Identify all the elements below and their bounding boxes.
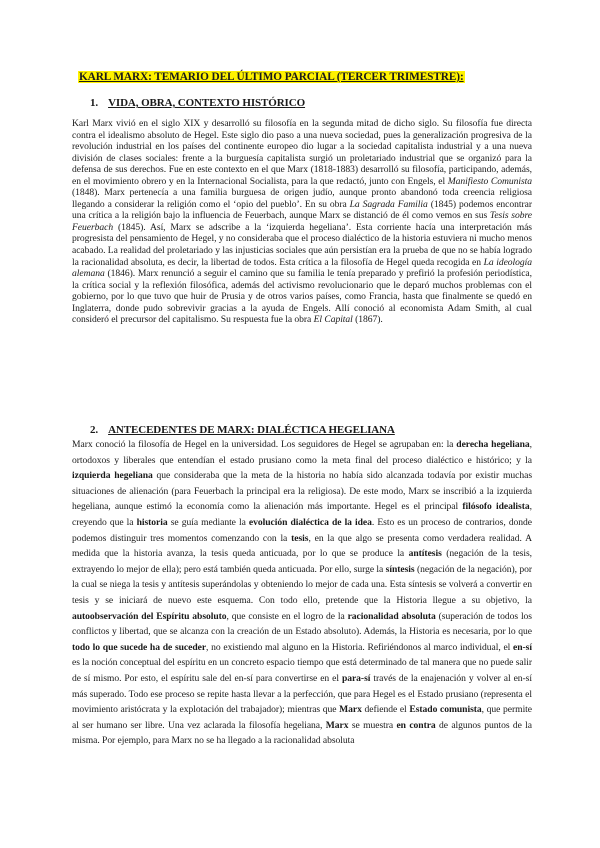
text-run: través de la enajenación y volver al en-sí más superado. Todo ese proceso se repite hasta llevar a la perfección, que para Hegel es el Estado prusiano (representa el movimiento aristócrata y la explotación del trabajador); mientras que: [72, 672, 532, 716]
text-run: se guía mediante la: [167, 516, 249, 528]
bold-term: racionalidad absoluta: [347, 610, 436, 622]
section-1-heading: [90, 97, 305, 109]
text-run: de algunos puntos de la misma. Por ejemplo, para Marx no se ha llegado a la racionalidad absoluta: [72, 719, 533, 747]
bold-term: en-sí: [513, 641, 532, 653]
text-run: que consideraba que la meta de la historia no había sido alcanzada todavía por existir muchas situaciones de alienación (para Feuerbach la principal era la religiosa). De este modo, Marx se inscribió a la izquierda hegeliana, aunque estimó la economía como la alienación más importante. Hegel es el principal: [72, 470, 532, 513]
text-run: es la noción conceptual del espíritu en un concreto espacio tiempo que está determinado de tal manera que no puede salir de sí mismo. Por esto, el espíritu sale del en-sí para convertirse en el: [72, 657, 532, 684]
bold-term: todo lo que sucede ha de suceder: [72, 641, 207, 653]
bold-term: antítesis: [408, 548, 442, 560]
bold-term: en contra: [396, 719, 436, 731]
text-run: (1867).: [352, 314, 383, 326]
text-run: (1845). Así, Marx se adscribe a la ‘izquierda hegeliana’. Esta corriente hacía una interpretación más progresista del pensamiento de Hegel, y no consideraba que el proceso dialéctico de la historia estuviera ni mucho menos acabado. La realidad del proletariado y las injusticias sociales que aún persistían era la prueba de que no se había logrado la racionalidad absoluta, es decir, la libertad de todos. Esta crítica a la filosofía de Hegel queda recogida en: [72, 221, 532, 268]
section-2-number: 2.: [90, 424, 99, 436]
text-run: (superación de todos los conflictos y libertad, que se alcanza con la creación de un Estado absoluto). Además, la Historia es necesaria, por lo que: [72, 610, 532, 638]
text-run: , creyendo que la: [72, 501, 532, 528]
text-run: , que consiste en el logro de la: [226, 610, 348, 622]
document-title: KARL MARX: TEMARIO DEL ÚLTIMO PARCIAL (TERCER TRIMESTRE):: [79, 71, 464, 83]
text-run: , ortodoxos y liberales que entendían el estado prusiano como la meta final del proceso dialéctico e histórico; y la: [72, 439, 532, 466]
bold-term: síntesis: [385, 563, 415, 575]
section-1-number: 1.: [90, 97, 99, 109]
book-title: La Sagrada Familia: [349, 198, 428, 210]
bold-term: izquierda hegeliana: [72, 470, 153, 482]
book-title: El Capital: [313, 314, 353, 326]
book-title: Manifiesto Comunista: [447, 175, 532, 187]
bold-term: filósofo idealista: [462, 501, 530, 513]
bold-term: para-sí: [341, 672, 371, 684]
text-run: (negación de la negación), por la cual se niega la tesis y antítesis superándolas y obteniendo lo mejor de cada una. Esta síntesis se volverá a convertir en tesis y se iniciará de nuevo este esquema. Con todo ello, pretende que la Historia llegue a su objetivo, la: [72, 563, 532, 606]
text-run: se muestra: [348, 719, 397, 731]
bold-term: autoobservación del Espíritu absoluto: [72, 610, 227, 622]
text-run: (1848). Marx pertenecía a una familia burguesa de origen judío, aunque pronto abandonó toda creencia religiosa llegando a considerar la religión como el ‘opio del pueblo’. En su obra: [72, 187, 532, 210]
bold-term: historia: [136, 516, 168, 528]
text-run: (negación de la tesis, extrayendo lo mejor de ella); pero está también queda anticuada. Por ello, surge la: [72, 548, 532, 575]
book-title: Tesis sobre Feuerbach: [72, 210, 533, 233]
bold-term: derecha hegeliana: [456, 439, 530, 450]
book-title: La ideología alemana: [72, 256, 533, 280]
text-run: Karl Marx vivió en el siglo XIX y desarrolló su filosofía en la segunda mitad de dicho siglo. Su filosofía fue directa contra el idealismo absoluto de Hegel. Este siglo dio paso a una nueva sociedad, pues la generalización progresiva de la revolución industrial en los países del continente europeo dio lugar a la sociedad capitalista industrial y a una nueva división de clases sociales: frente a la burguesía capitalista surgió un proletariado industrial que se organizó para la defensa de sus derechos. Fue en este contexto en el que Marx (1818-1883) desarrolló su filosofía, participando, además, en el movimiento obrero y en la Internacional Socialista, para la que redactó, junto con Engels, el: [72, 118, 532, 187]
section-2-title: ANTECEDENTES DE MARX: DIALÉCTICA HEGELIANA: [108, 424, 395, 436]
section-2-heading: [90, 424, 395, 436]
text-run: (1845) podemos encontrar una crítica a la religión bajo la influencia de Feuerbach, aunque Marx se distanció de él como vemos en sus: [72, 198, 532, 222]
bold-term: Estado comunista: [409, 704, 482, 716]
bold-term: Marx: [339, 704, 362, 716]
bold-term: Marx: [325, 719, 349, 731]
text-run: Marx conoció la filosofía de Hegel en la universidad. Los seguidores de Hegel se agrupaban en: la: [72, 439, 457, 450]
text-run: (1846). Marx renunció a seguir el camino que su familia le tenía preparado y prefirió la profesión periodística, la crítica social y la reflexión filosófica, además del activismo revolucionario que le deparó muchos problemas con el gobierno, por lo que tuvo que huir de Prusia y de otros varios países, como Francia, hasta que finalmente se quedó en Inglaterra, donde pudo sobrevivir gracias a la ayuda de Engels. Allí conoció al economista Adam Smith, al cual consideró el precursor del capitalismo. Su respuesta fue la obra: [72, 268, 532, 326]
text-run: , en la que algo se presenta como verdadera realidad. A medida que la historia avanza, la tesis queda anticuada, por lo que se produce la: [72, 532, 532, 560]
bold-term: tesis: [291, 532, 309, 544]
text-run: defiende el: [361, 704, 410, 716]
bold-term: evolución dialéctica de la idea: [248, 516, 372, 528]
text-run: . Esto es un proceso de contrarios, donde podemos distinguir tres momentos comenzando con la: [72, 516, 533, 544]
text-run: , no existiendo mal alguno en la Historia. Refiriéndonos al marco individual, el: [206, 641, 514, 653]
text-run: , que permite al ser humano ser libre. Una vez aclarada la filosofía hegeliana,: [72, 704, 533, 731]
section-1-paragraph: [72, 118, 532, 326]
section-1-title: VIDA, OBRA, CONTEXTO HISTÓRICO: [108, 97, 306, 109]
section-2-paragraph: [72, 437, 532, 749]
